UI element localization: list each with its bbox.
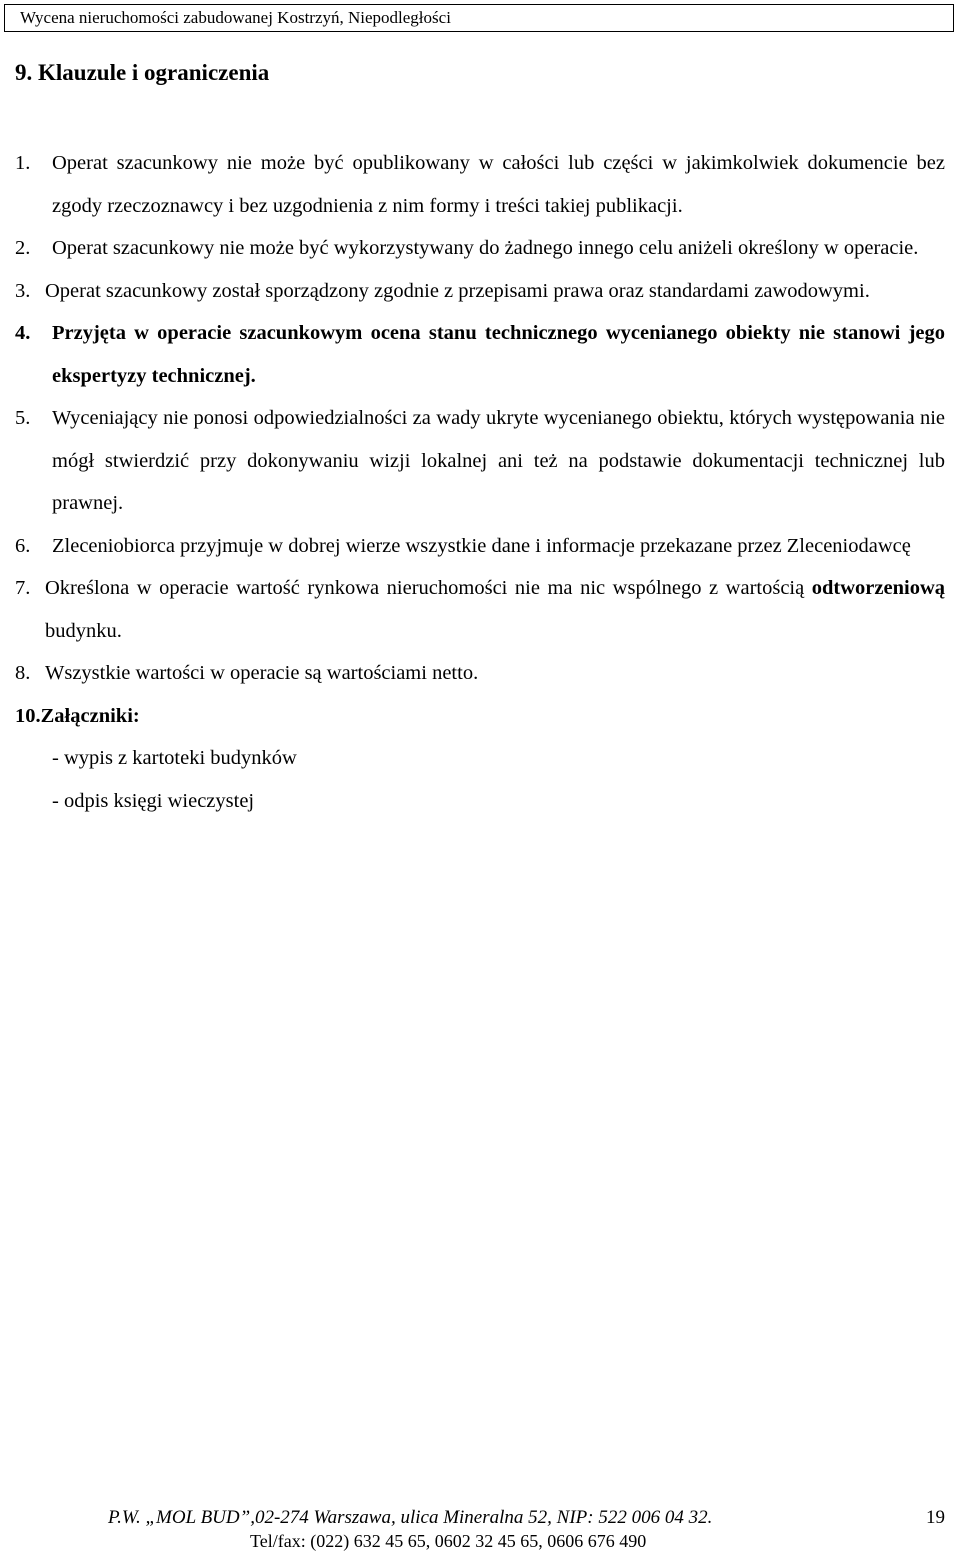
clause-number: 8.: [15, 662, 31, 684]
clauses-list: [15, 142, 945, 822]
clause-4: [15, 312, 945, 397]
clause-2: [15, 227, 945, 270]
clause-7: [15, 567, 945, 652]
footer-company-info: P.W. „MOL BUD”,02-274 Warszawa, ulica Mineralna 52, NIP: 522 006 04 32.: [108, 1507, 713, 1528]
clause-number: 1.: [15, 152, 31, 174]
clause-number: 2.: [15, 237, 31, 259]
footer-contact-info: Tel/fax: (022) 632 45 65, 0602 32 45 65, 0606 676 490: [250, 1531, 647, 1551]
clause-text: Wszystkie wartości w operacie są wartościami netto.: [45, 662, 479, 684]
clause-number: 6.: [15, 534, 31, 557]
attachments-title: 10.Załączniki:: [15, 704, 140, 727]
clause-number: 4.: [15, 322, 31, 344]
clause-text: Przyjęta w operacie szacunkowym ocena stanu technicznego wycenianego obiekty nie stanowi jego ekspertyzy technicznej.: [52, 322, 945, 387]
clause-3: [15, 270, 945, 313]
clause-number: 7.: [15, 577, 31, 599]
page-number: 19: [926, 1507, 945, 1528]
clause-text: [45, 577, 945, 642]
clause-text-part: budynku.: [45, 619, 122, 642]
clause-number: 3.: [15, 279, 31, 302]
clause-text: Operat szacunkowy nie może być opublikowany w całości lub części w jakimkolwiek dokumencie bez zgody rzeczoznawcy i bez uzgodnienia z nim formy i treści takiej publikacji.: [52, 152, 945, 217]
section-title: 9. Klauzule i ograniczenia: [15, 60, 270, 85]
clause-text: Operat szacunkowy został sporządzony zgodnie z przepisami prawa oraz standardami zawodowymi.: [45, 279, 870, 302]
clause-text-bold: odtworzeniową: [811, 577, 945, 599]
clause-number: 5.: [15, 407, 31, 429]
page-header: [4, 4, 954, 32]
clause-text: Operat szacunkowy nie może być wykorzystywany do żadnego innego celu aniżeli określony w operacie.: [52, 237, 919, 259]
clause-6: [15, 525, 945, 568]
clause-text: Zleceniobiorca przyjmuje w dobrej wierze wszystkie dane i informacje przekazane przez Zleceniodawcę: [52, 534, 911, 557]
header-title: Wycena nieruchomości zabudowanej Kostrzyń, Niepodległości: [20, 8, 451, 27]
attachment-item: - wypis z kartoteki budynków: [52, 747, 297, 769]
clause-1: [15, 142, 945, 227]
clause-8: [15, 652, 945, 695]
clause-text: Wyceniający nie ponosi odpowiedzialności za wady ukryte wycenianego obiektu, których występowania nie mógł stwierdzić przy dokonywaniu wizji lokalnej ani też na podstawie dokumentacji technicznej lub prawnej.: [52, 407, 945, 514]
attachment-item: - odpis księgi wieczystej: [52, 789, 255, 812]
clause-5: [15, 397, 945, 525]
clause-text-part: Określona w operacie wartość rynkowa nieruchomości nie ma nic wspólnego z wartością: [45, 577, 812, 599]
